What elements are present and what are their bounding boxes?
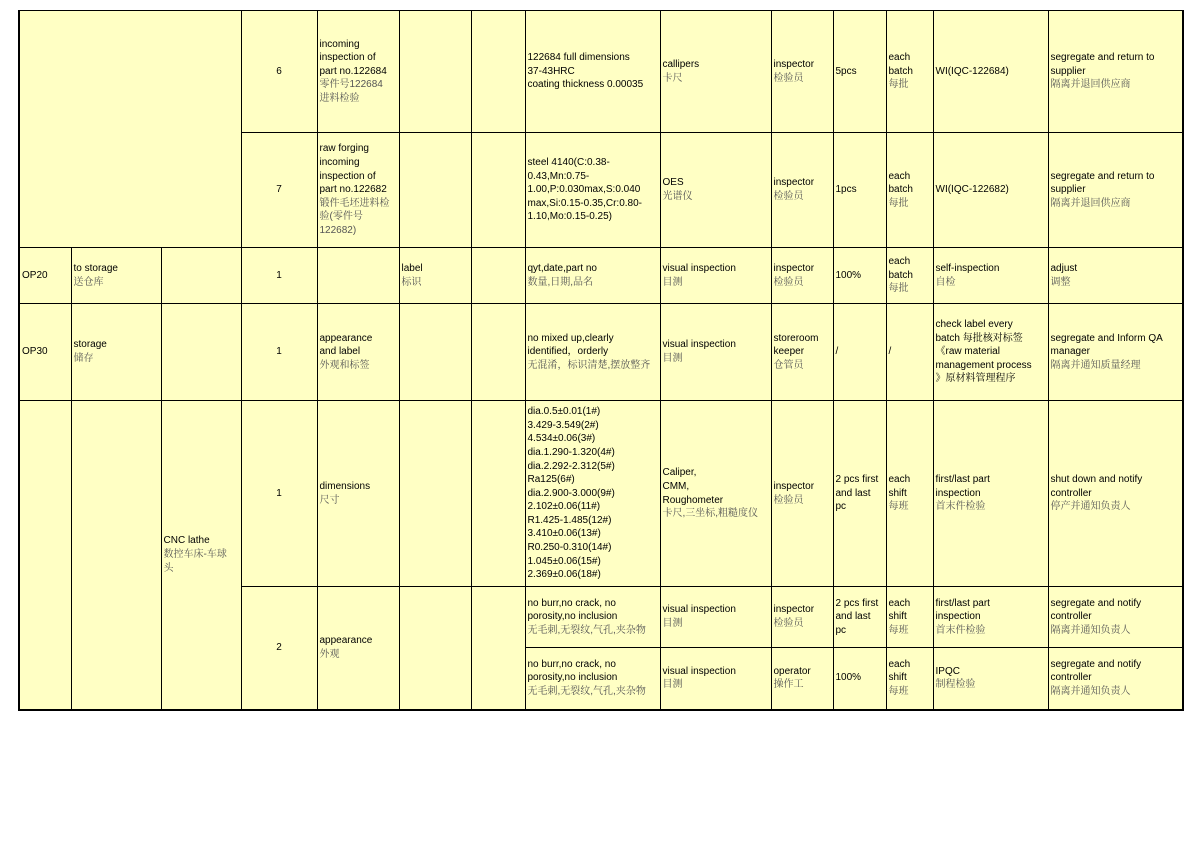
cell-responsible: [771, 11, 833, 133]
cell-specification: [525, 11, 660, 133]
cell-measurement-technique: [660, 587, 771, 648]
cell-text-english: 122684 full dimensions 37-43HRC coating thickness 0.00035: [527, 52, 644, 91]
cell-text-english: visual inspection: [662, 262, 736, 274]
cell-text-chinese: 检验员: [773, 494, 804, 506]
cell-text-chinese: 每批: [888, 197, 909, 209]
cell-text-english: 5pcs: [835, 65, 857, 77]
cell-frequency: [886, 11, 933, 133]
cell-frequency: [886, 401, 933, 587]
cell-text-english: each shift: [888, 474, 911, 499]
cell-text-chinese: 目测: [662, 353, 683, 364]
cell-text-english: each batch: [888, 52, 913, 77]
cell-responsible: [771, 248, 833, 304]
cell-control-method: [933, 304, 1048, 401]
cell-process-characteristic: [399, 304, 471, 401]
cell-machine: [161, 248, 241, 304]
cell-control-method: [933, 133, 1048, 248]
cell-text-chinese: 储存: [73, 353, 94, 364]
cell-text-english: 2 pcs first and last pc: [835, 597, 879, 636]
cell-text-chinese: 自检: [935, 276, 956, 288]
cell-text-chinese: 外观和标签: [319, 359, 370, 371]
cell-text-chinese: 标识: [401, 276, 422, 288]
cell-responsible: [771, 401, 833, 587]
cell-text-chinese: 目测: [662, 679, 683, 691]
cell-text-english: dimensions: [319, 480, 371, 492]
cell-text-chinese: 无毛刺,无裂纹,气孔,夹杂物: [527, 686, 646, 698]
cell-special-class: [471, 11, 525, 133]
cell-text-english: segregate and notify controller: [1050, 597, 1142, 623]
cell-text-chinese: 每批: [888, 283, 909, 295]
cell-responsible: [771, 133, 833, 248]
cell-process-characteristic: [399, 248, 471, 304]
cell-process-name: [71, 401, 161, 710]
cell-frequency: [886, 248, 933, 304]
cell-responsible: [771, 648, 833, 710]
cell-text-chinese: 仓管员: [773, 359, 804, 371]
cell-text-english: /: [835, 346, 839, 358]
cell-machine: [161, 304, 241, 401]
cell-text-english: steel 4140(C:0.38- 0.43,Mn:0.75- 1.00,P:0.030max,S:0.040 max,Si:0.15-0.35,Cr:0.80- 1.10,Mo:0.15-0.25): [527, 157, 642, 223]
cell-text-english: segregate and return to supplier: [1050, 52, 1155, 77]
cell-text-chinese: 检验员: [773, 72, 804, 84]
cell-text-english: OES: [662, 177, 684, 189]
cell-text-english: visual inspection: [662, 665, 736, 677]
cell-product-characteristic: [317, 401, 399, 587]
cell-text-english: /: [888, 346, 892, 358]
cell-process-characteristic: [399, 401, 471, 587]
cell-text-english: qyt,date,part no: [527, 262, 597, 274]
cell-text-chinese: 调整: [1050, 276, 1071, 288]
cell-text-chinese: 零件号122684 进料检验: [319, 79, 383, 104]
cell-text-chinese: 隔离并退回供应商: [1050, 79, 1131, 91]
cell-text-chinese: 目测: [662, 276, 683, 288]
cell-text-english: each shift: [888, 658, 911, 684]
table-row: [19, 304, 1183, 401]
cell-text-english: check label every batch 每批核对标签 《raw material management process 》原材料管理程序: [935, 319, 1032, 385]
cell-operation-no: [19, 248, 71, 304]
cell-process-characteristic: [399, 11, 471, 133]
cell-process-name: [71, 304, 161, 401]
cell-responsible: [771, 304, 833, 401]
cell-text-english: operator: [773, 665, 811, 677]
cell-product-characteristic: [317, 11, 399, 133]
cell-text-chinese: 卡尺,三坐标,粗糙度仪: [662, 508, 759, 520]
cell-text-english: 1: [276, 487, 282, 499]
cell-text-english: to storage: [73, 262, 118, 274]
cell-text-chinese: 每班: [888, 686, 909, 698]
cell-text-english: raw forging incoming inspection of part no.122682: [319, 143, 387, 196]
cell-text-english: appearance: [319, 635, 373, 647]
cell-frequency: [886, 648, 933, 710]
cell-special-class: [471, 587, 525, 710]
cell-measurement-technique: [660, 648, 771, 710]
cell-operation-no: [19, 304, 71, 401]
cell-text-english: shut down and notify controller: [1050, 474, 1143, 499]
cell-text-chinese: 隔离并通知负责人: [1050, 686, 1131, 698]
cell-reaction-plan: [1048, 648, 1183, 710]
cell-measurement-technique: [660, 11, 771, 133]
cell-text-chinese: 送仓库: [73, 276, 104, 288]
cell-text-chinese: 数控车床-车球 头: [163, 548, 227, 574]
cell-text-english: visual inspection: [662, 339, 736, 351]
cell-text-english: storage: [73, 339, 107, 351]
cell-control-method: [933, 11, 1048, 133]
cell-text-english: segregate and Inform QA manager: [1050, 332, 1163, 358]
cell-responsible: [771, 587, 833, 648]
cell-text-chinese: 无混淆，标识清楚,摆放整齐: [527, 359, 651, 371]
cell-text-english: WI(IQC-122684): [935, 65, 1009, 77]
cell-text-english: 100%: [835, 672, 862, 684]
cell-text-chinese: 外观: [319, 648, 340, 660]
cell-process-characteristic: [399, 587, 471, 710]
cell-text-english: first/last part inspection: [935, 597, 990, 623]
cell-step-no: [241, 11, 317, 133]
cell-text-english: 6: [276, 65, 282, 77]
cell-step-no: [241, 587, 317, 710]
cell-text-english: IPQC: [935, 665, 960, 677]
cell-text-chinese: 隔离并通知负责人: [1050, 624, 1131, 636]
cell-machine: [161, 401, 241, 710]
cell-control-method: [933, 248, 1048, 304]
cell-reaction-plan: [1048, 11, 1183, 133]
cell-text-chinese: 数量,日期,品名: [527, 276, 594, 288]
cell-specification: [525, 401, 660, 587]
cell-text-english: inspector: [773, 58, 815, 70]
cell-text-chinese: 无毛刺,无裂纹,气孔,夹杂物: [527, 624, 646, 636]
cell-product-characteristic: [317, 248, 399, 304]
cell-text-english: 1: [276, 269, 282, 281]
cell-frequency: [886, 304, 933, 401]
cell-sample-size: [833, 248, 886, 304]
control-plan-table: [18, 10, 1184, 711]
cell-frequency: [886, 133, 933, 248]
cell-text-english: visual inspection: [662, 604, 736, 616]
cell-reaction-plan: [1048, 248, 1183, 304]
cell-text-english: OP20: [22, 269, 48, 281]
cell-special-class: [471, 248, 525, 304]
cell-text-chinese: 检验员: [773, 191, 804, 202]
cell-text-english: no burr,no crack, no porosity,no inclusion: [527, 597, 618, 623]
cell-frequency: [886, 587, 933, 648]
cell-measurement-technique: [660, 133, 771, 248]
cell-text-chinese: 目测: [662, 618, 683, 629]
cell-control-method: [933, 648, 1048, 710]
cell-text-english: segregate and return to supplier: [1050, 170, 1155, 196]
cell-text-english: inspector: [773, 262, 815, 274]
cell-text-chinese: 停产并通知负责人: [1050, 501, 1131, 513]
cell-text-english: self-inspection: [935, 262, 1000, 274]
cell-step-no: [241, 248, 317, 304]
cell-reaction-plan: [1048, 133, 1183, 248]
cell-text-english: no mixed up,clearly identified，orderly: [527, 332, 614, 358]
cell-special-class: [471, 401, 525, 587]
table-row: [19, 401, 1183, 587]
cell-text-english: 100%: [835, 269, 862, 281]
cell-text-english: inspector: [773, 604, 815, 616]
cell-process-characteristic: [399, 133, 471, 248]
cell-text-chinese: 首末件检验: [935, 624, 986, 636]
table-row: [19, 11, 1183, 133]
cell-operation-no: [19, 11, 241, 248]
cell-sample-size: [833, 304, 886, 401]
cell-text-english: appearance and label: [319, 332, 373, 358]
cell-text-english: CNC lathe: [163, 535, 210, 547]
cell-sample-size: [833, 133, 886, 248]
cell-measurement-technique: [660, 401, 771, 587]
cell-text-chinese: 锻件毛坯进料检验(零件号 122682): [319, 197, 390, 236]
cell-text-chinese: 操作工: [773, 679, 804, 691]
cell-text-english: 2 pcs first and last pc: [835, 474, 879, 513]
cell-text-english: each shift: [888, 597, 911, 623]
cell-control-method: [933, 401, 1048, 587]
cell-specification: [525, 587, 660, 648]
cell-measurement-technique: [660, 304, 771, 401]
cell-text-english: 1pcs: [835, 184, 857, 196]
table-row: [19, 248, 1183, 304]
cell-text-english: dia.0.5±0.01(1#) 3.429-3.549(2#) 4.534±0.06(3#) dia.1.290-1.320(4#) dia.2.292-2.312(5#) Ra125(6#) dia.2.900-3.000(9#) 2.102±0.06(11#) R1.425-1.485(12#) 3.410±0.06(13#) R0.250-0.310(14#) 1.045±0.06(15#) 2.369±0.06(18#): [527, 406, 615, 581]
cell-special-class: [471, 133, 525, 248]
cell-text-english: callipers: [662, 58, 700, 70]
cell-text-english: 7: [276, 184, 282, 196]
cell-measurement-technique: [660, 248, 771, 304]
cell-text-english: storeroom keeper: [773, 332, 819, 358]
cell-text-english: segregate and notify controller: [1050, 658, 1142, 684]
cell-text-english: OP30: [22, 346, 48, 358]
cell-text-chinese: 光谱仪: [662, 191, 693, 202]
cell-text-english: each batch: [888, 256, 913, 281]
cell-step-no: [241, 304, 317, 401]
cell-text-english: 1: [276, 346, 282, 358]
cell-text-chinese: 隔离并退回供应商: [1050, 197, 1131, 209]
cell-text-english: 2: [276, 641, 282, 653]
cell-operation-no: [19, 401, 71, 710]
cell-control-method: [933, 587, 1048, 648]
cell-product-characteristic: [317, 587, 399, 710]
cell-text-chinese: 每批: [888, 79, 909, 91]
cell-step-no: [241, 133, 317, 248]
cell-text-chinese: 卡尺: [662, 72, 683, 84]
cell-text-english: first/last part inspection: [935, 474, 990, 499]
cell-product-characteristic: [317, 133, 399, 248]
cell-text-english: WI(IQC-122682): [935, 184, 1009, 196]
cell-text-chinese: 尺寸: [319, 494, 340, 506]
cell-text-chinese: 隔离并通知质量经理: [1050, 359, 1141, 371]
cell-text-english: label: [401, 262, 423, 274]
cell-text-english: Caliper, CMM, Roughometer: [662, 467, 724, 506]
cell-reaction-plan: [1048, 401, 1183, 587]
cell-specification: [525, 133, 660, 248]
cell-text-english: inspector: [773, 480, 815, 492]
cell-reaction-plan: [1048, 304, 1183, 401]
cell-specification: [525, 648, 660, 710]
cell-sample-size: [833, 401, 886, 587]
cell-text-chinese: 检验员: [773, 276, 804, 288]
cell-text-english: no burr,no crack, no porosity,no inclusion: [527, 658, 618, 684]
cell-product-characteristic: [317, 304, 399, 401]
cell-text-english: inspector: [773, 177, 815, 189]
cell-sample-size: [833, 648, 886, 710]
cell-step-no: [241, 401, 317, 587]
cell-text-english: adjust: [1050, 262, 1078, 274]
cell-text-chinese: 制程检验: [935, 679, 976, 691]
cell-sample-size: [833, 587, 886, 648]
cell-specification: [525, 304, 660, 401]
cell-text-chinese: 每班: [888, 624, 909, 636]
cell-text-chinese: 首末件检验: [935, 501, 986, 513]
cell-text-chinese: 每班: [888, 501, 909, 513]
cell-special-class: [471, 304, 525, 401]
cell-sample-size: [833, 11, 886, 133]
cell-text-chinese: 检验员: [773, 618, 804, 629]
cell-reaction-plan: [1048, 587, 1183, 648]
cell-text-english: incoming inspection of part no.122684: [319, 38, 387, 77]
cell-text-english: each batch: [888, 170, 913, 196]
cell-specification: [525, 248, 660, 304]
cell-process-name: [71, 248, 161, 304]
